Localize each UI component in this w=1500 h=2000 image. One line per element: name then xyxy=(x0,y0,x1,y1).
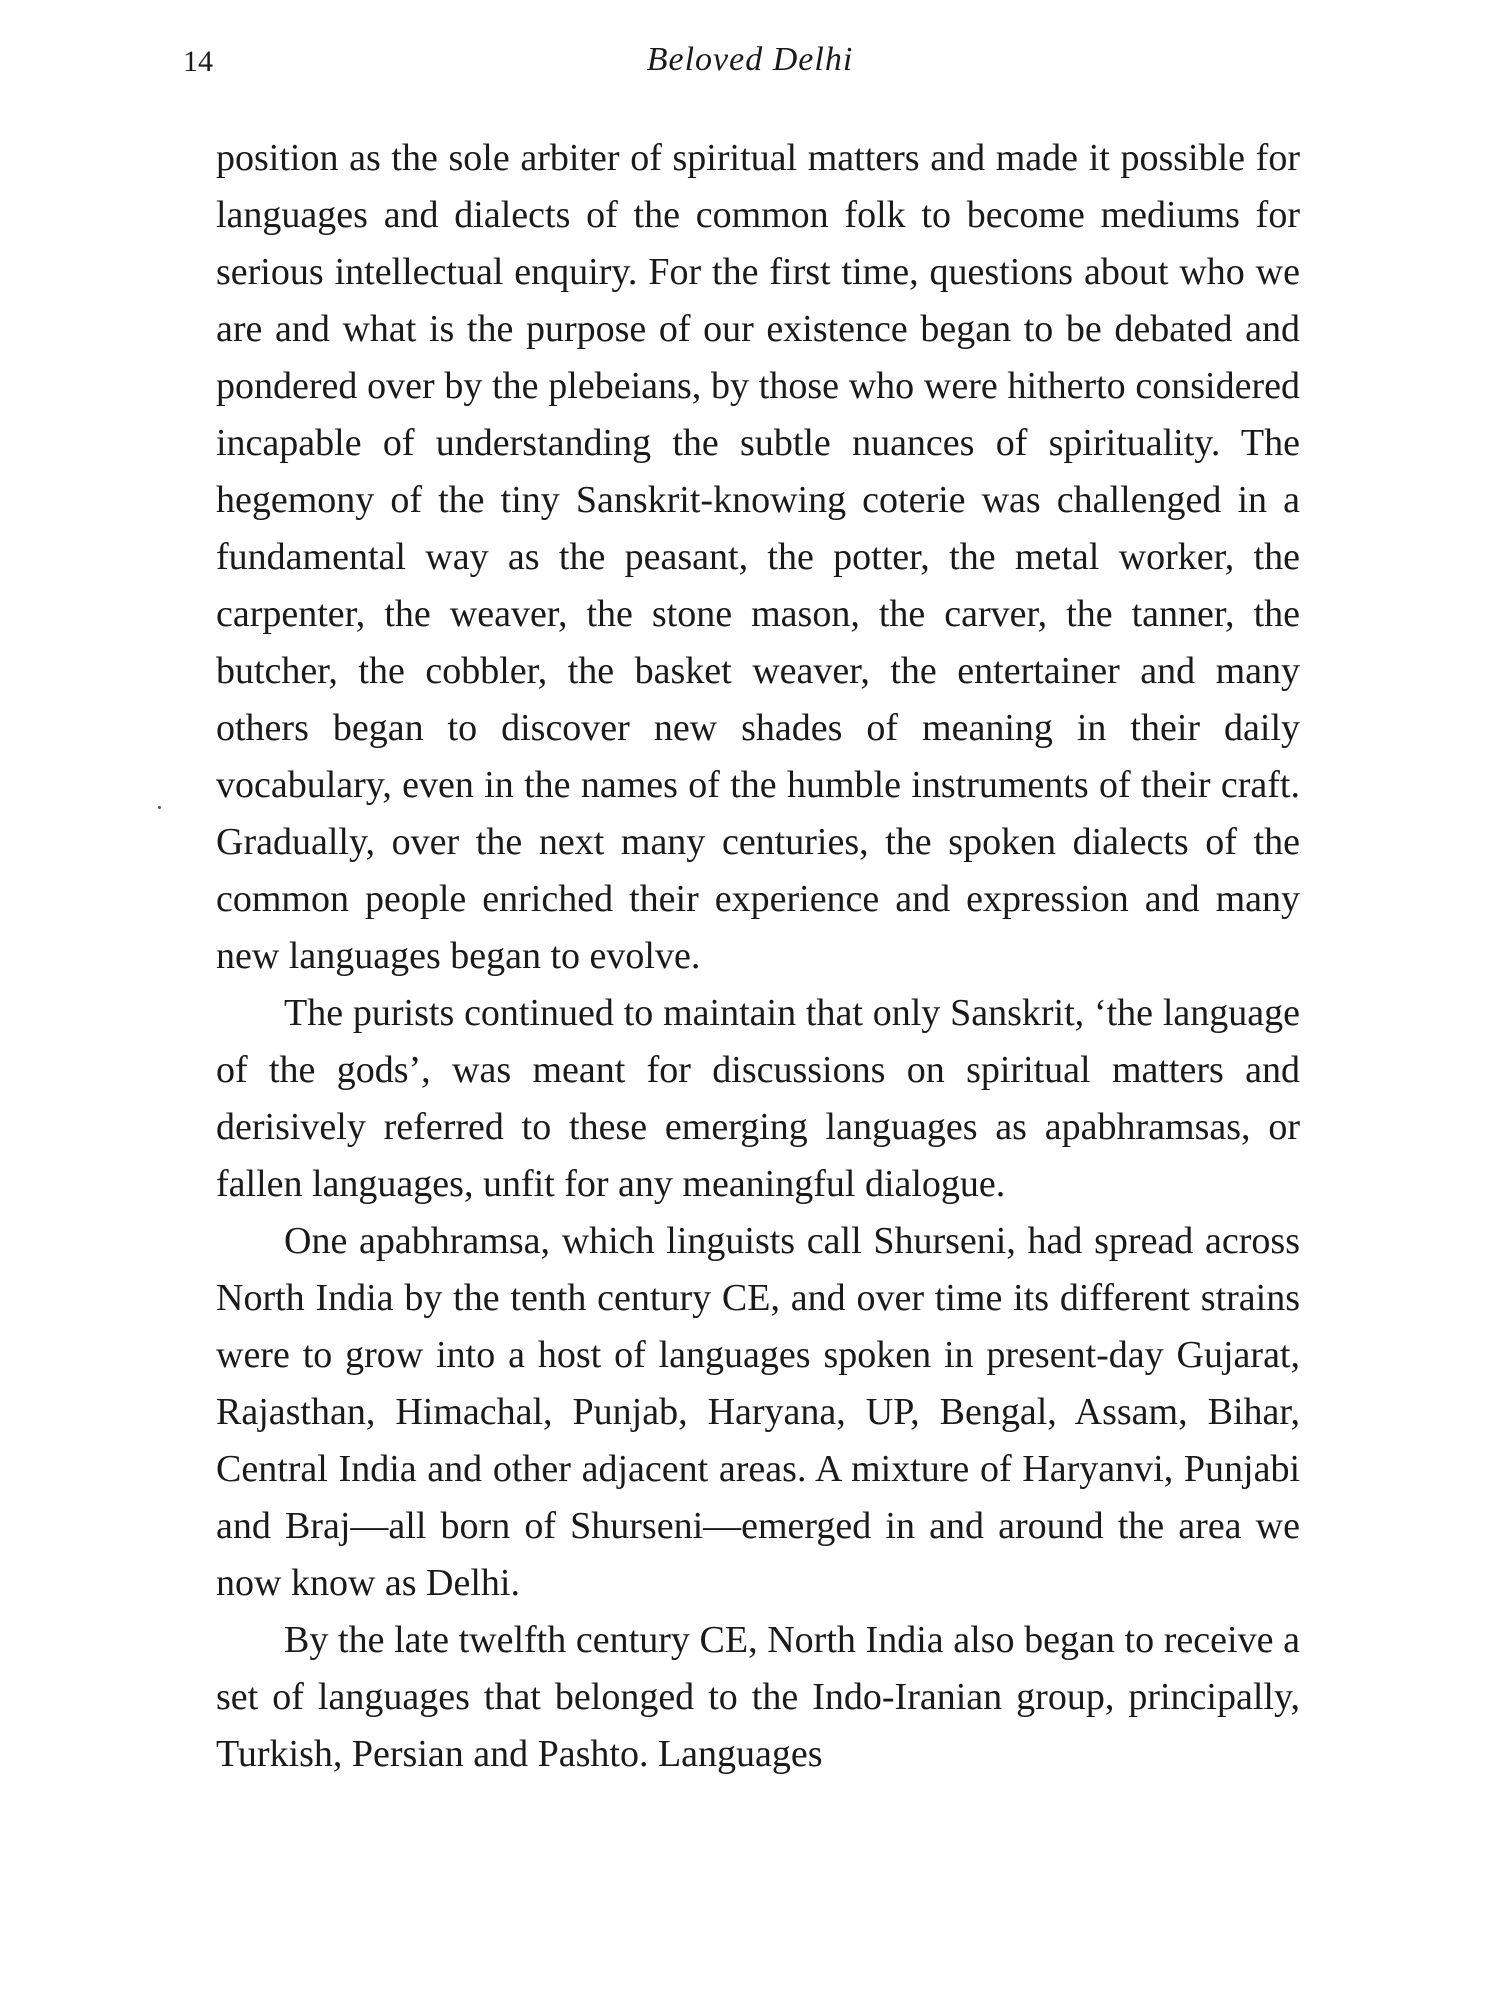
body-text xyxy=(216,130,1300,1783)
paragraph-indo-iranian: By the late twelfth century CE, North India also began to receive a set of languages that belonged to the Indo-Iranian group, principally, Turkish, Persian and Pashto. Languages xyxy=(216,1619,1300,1775)
book-title: Beloved Delhi xyxy=(646,41,854,78)
paragraph-shurseni: One apabhramsa, which linguists call Shurseni, had spread across North India by the tenth century CE, and over time its different strains were to grow into a host of languages spoken in present-day Gujarat, Rajasthan, Himachal, Punjab, Haryana, UP, Bengal, Assam, Bihar, Central India and other adjacent areas. A mixture of Haryanvi, Punjabi and Braj—all born of Shurseni—emerged in and around the area we now know as Delhi. xyxy=(216,1220,1300,1604)
paragraph-purists: The purists continued to maintain that only Sanskrit, ‘the language of the gods’, was meant for discussions on spiritual matters and derisively referred to these emerging languages as apabhramsas, or fallen languages, unfit for any meaningful dialogue. xyxy=(216,992,1300,1205)
paragraph-continued: position as the sole arbiter of spiritual matters and made it possible for languages and dialects of the common folk to become mediums for serious intellectual enquiry. For the first time, questions about who we are and what is the purpose of our existence began to be debated and pondered over by the plebeians, by those who were hitherto considered incapable of understanding the subtle nuances of spirituality. The hegemony of the tiny Sanskrit-knowing coterie was challenged in a fundamental way as the peasant, the potter, the metal worker, the carpenter, the weaver, the stone mason, the carver, the tanner, the butcher, the cobbler, the basket weaver, the entertainer and many others began to discover new shades of meaning in their daily vocabulary, even in the names of the humble instruments of their craft. Gradually, over the next many centuries, the spoken dialects of the common people enriched their experience and expression and many new languages began to evolve. xyxy=(216,137,1300,977)
running-head xyxy=(0,38,1500,88)
page-number: 14 xyxy=(183,45,213,78)
margin-dot xyxy=(158,806,161,809)
